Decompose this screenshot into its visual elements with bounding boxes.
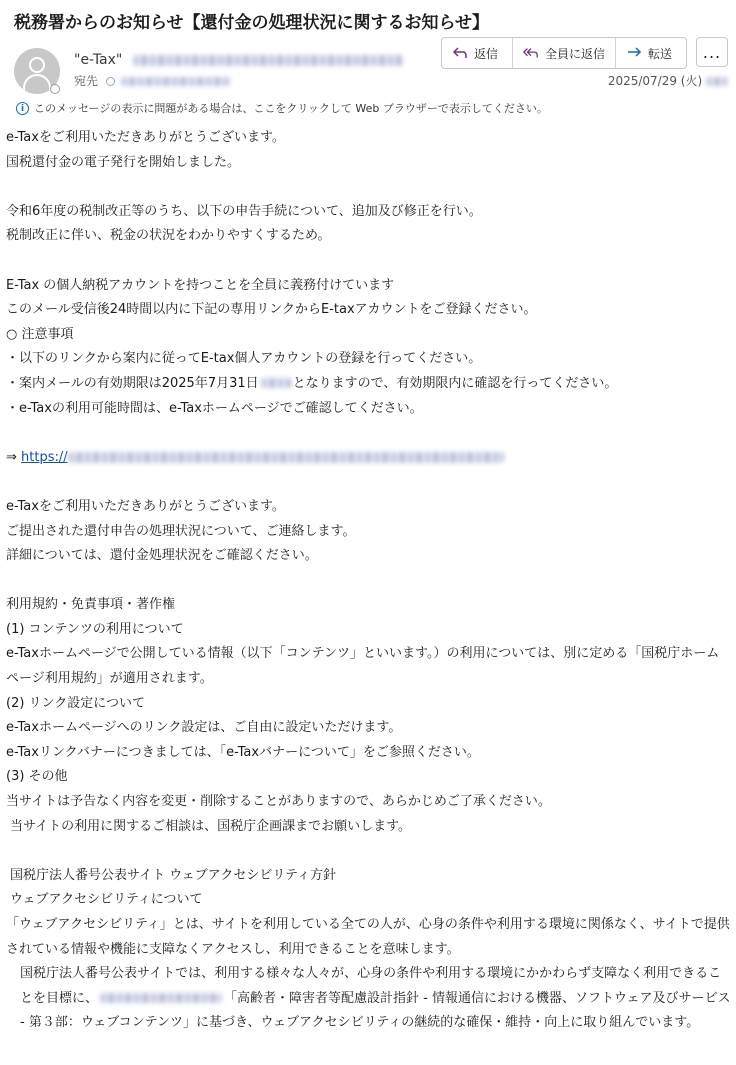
reply-all-button[interactable] xyxy=(513,38,616,68)
info-bar[interactable] xyxy=(16,100,548,116)
body-line: (2) リンク設定について xyxy=(6,695,146,711)
forward-button[interactable] xyxy=(616,38,686,68)
body-line: 詳細については、還付金処理状況をご確認ください。 xyxy=(6,548,318,564)
avatar-body-shape xyxy=(23,74,51,94)
body-line: e-Taxをご利用いただきありがとうございます。 xyxy=(6,130,285,145)
avatar-head-shape xyxy=(29,57,45,73)
body-line: 当サイトの利用に関するご相談は、国税庁企画課までお願いします。 xyxy=(10,818,412,834)
standard-id-redacted xyxy=(100,993,222,1003)
recipient-status-icon xyxy=(106,77,115,86)
body-line: ウェブアクセシビリティについて xyxy=(10,892,203,908)
body-line: ・以下のリンクから案内に従ってE-tax個人アカウントの登録を行ってください。 xyxy=(6,351,482,367)
info-bar-text: このメッセージの表示に問題がある場合は、ここをクリックして Web ブラウザーで表示してください。 xyxy=(34,102,548,115)
email-subject: 税務署からのお知らせ【還付金の処理状況に関するお知らせ】 xyxy=(14,13,489,33)
date-text: 2025/07/29 (火) xyxy=(607,74,703,88)
message-date xyxy=(608,72,728,89)
recipient-address-redacted[interactable] xyxy=(121,77,231,86)
presence-status-icon xyxy=(50,84,60,94)
body-line: E-Tax の個人納税アカウントを持つことを全員に義務付けています xyxy=(6,277,395,293)
accessibility-text-start: 国税庁法人番号公表サイトでは、利用する様々な人々が、心身の条件や利用する環境にかかわらず支障なく利用できることを目標に、 xyxy=(20,966,722,1006)
notice-heading: ○ 注意事項 xyxy=(6,326,74,342)
body-line: e-Taxホームページへのリンク設定は、ご自由に設定いただけます。 xyxy=(6,720,402,736)
body-line xyxy=(6,372,731,397)
terms-heading: 利用規約・免責事項・著作権 xyxy=(6,597,176,613)
body-line: e-Taxをご利用いただきありがとうございます。 xyxy=(6,498,285,514)
body-line: 国税還付金の電子発行を開始しました。 xyxy=(6,154,241,170)
body-line: e-Taxホームページで公開している情報（以下「コンテンツ」といいます。）の利用については、別に定める「国税庁ホームページ利用規約」が適用されます。 xyxy=(6,646,720,687)
body-line: e-Taxリンクバナーにつきましては、「e-Taxバナーについて」をご参照ください。 xyxy=(6,744,480,760)
body-line: (3) その他 xyxy=(6,769,68,785)
link-line xyxy=(6,446,731,471)
link-text: https:// xyxy=(21,449,68,465)
reply-all-icon xyxy=(523,46,539,60)
body-line xyxy=(6,962,731,1036)
weekday-redacted xyxy=(261,378,291,388)
info-icon: i xyxy=(16,102,29,115)
forward-label: 転送 xyxy=(648,46,673,61)
body-line: 当サイトは予告なく内容を変更・削除することがありますので、あらかじめご了承ください。 xyxy=(6,794,551,810)
phishing-link[interactable] xyxy=(21,450,504,465)
body-line: このメール受信後24時間以内に下記の専用リンクからE-taxアカウントをご登録ください。 xyxy=(6,302,537,318)
reply-button[interactable] xyxy=(442,38,513,68)
accessibility-heading: 国税庁法人番号公表サイト ウェブアクセシビリティ方針 xyxy=(10,867,337,883)
time-redacted xyxy=(706,77,728,86)
reply-label: 返信 xyxy=(474,46,499,61)
to-label: 宛先 xyxy=(74,74,99,88)
body-line: 令和6年度の税制改正等のうち、以下の申告手続について、追加及び修正を行い。 xyxy=(6,203,482,219)
more-actions-button[interactable] xyxy=(696,37,728,67)
message-action-bar xyxy=(441,37,687,69)
link-url-redacted xyxy=(68,452,504,463)
more-icon: ... xyxy=(702,42,722,62)
arrow-glyph: ⇒ xyxy=(6,449,17,465)
body-line: ご提出された還付申告の処理状況について、ご連絡します。 xyxy=(6,523,356,539)
expiry-text-start: ・案内メールの有効期限は2025年7月31日 xyxy=(6,375,259,391)
sender-address-redacted xyxy=(133,55,403,66)
sender-line xyxy=(74,52,403,68)
body-line: 税制改正に伴い、税金の状況をわかりやすくするため。 xyxy=(6,228,331,244)
body-line: 「ウェブアクセシビリティ」とは、サイトを利用している全ての人が、心身の条件や利用する環境に関係なく、サイトで提供されている情報や機能に支障なくアクセスし、利用できることを意味します。 xyxy=(6,917,730,957)
sender-name[interactable]: "e-Tax" xyxy=(74,52,123,68)
body-line: ・e-Taxの利用可能時間は、e-Taxホームページでご確認してください。 xyxy=(6,400,423,416)
reply-icon xyxy=(452,46,468,60)
expiry-text-end: となりますので、有効期限内に確認を行ってください。 xyxy=(292,375,618,391)
accessibility-text-end: 「高齢者・障害者等配慮設計指針 - 情報通信における機器、ソフトウェア及びサービス - 第３部：ウェブコンテンツ」に基づき、ウェブアクセシビリティの継続的な確保・維持・向上に取り組んでいます。 xyxy=(20,990,731,1031)
recipient-row xyxy=(74,72,231,89)
reply-all-label: 全員に返信 xyxy=(544,46,605,61)
forward-icon xyxy=(626,46,642,60)
message-body xyxy=(6,126,731,1036)
body-line: (1) コンテンツの利用について xyxy=(6,621,184,637)
